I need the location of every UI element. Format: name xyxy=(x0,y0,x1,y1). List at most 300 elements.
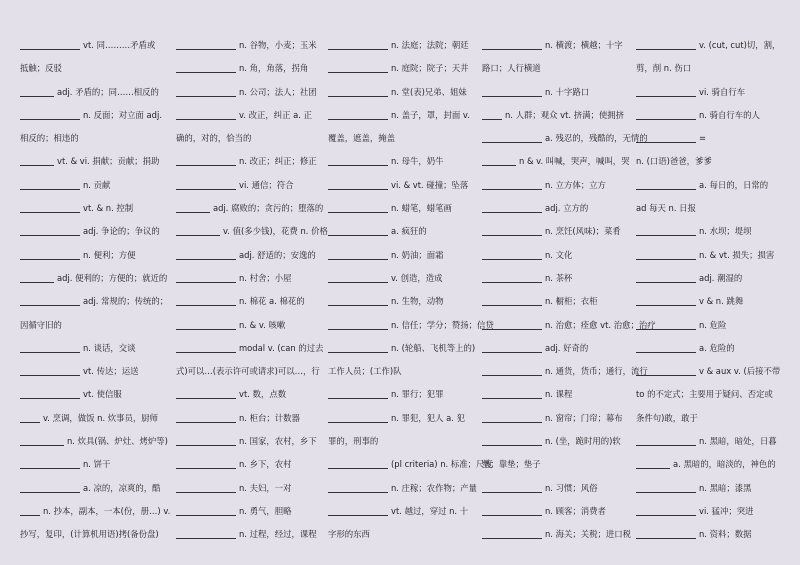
vocab-line xyxy=(328,383,482,406)
answer-blank xyxy=(482,297,542,306)
definition-text: n. 盖子，罩，封面 v. xyxy=(391,109,470,120)
vocab-line xyxy=(482,314,656,337)
answer-blank xyxy=(20,507,40,516)
vocab-line xyxy=(176,407,328,430)
answer-blank xyxy=(482,390,542,399)
answer-blank xyxy=(176,204,210,213)
answer-blank xyxy=(482,111,502,120)
definition-text: n. 蜡笔，蜡笔画 xyxy=(391,203,452,214)
definition-text: n. 罪犯，犯人 a. 犯 xyxy=(391,412,466,423)
vocab-line xyxy=(20,453,176,476)
answer-blank xyxy=(636,88,696,97)
vocab-line xyxy=(636,500,786,523)
definition-text: n. (口语)爸爸，爹爹 xyxy=(636,156,712,167)
definition-text: n. 生物，动物 xyxy=(391,296,444,307)
vocab-line xyxy=(20,314,176,337)
vocab-line xyxy=(636,220,786,243)
definition-text: n. 黑暗，暗处，日暮 xyxy=(699,436,777,447)
definition-text: n. 村舍；小屋 xyxy=(239,272,292,283)
vocab-line xyxy=(328,453,493,476)
answer-blank xyxy=(636,437,696,446)
answer-blank xyxy=(482,530,542,539)
vocab-line xyxy=(20,127,176,150)
definition-text: v & aux v. (后接不带 xyxy=(699,366,781,377)
vocab-line xyxy=(328,500,482,523)
answer-blank xyxy=(328,41,388,50)
answer-blank xyxy=(636,321,696,330)
definition-text: n. 茶杯 xyxy=(545,272,573,283)
answer-blank xyxy=(20,484,80,493)
vocab-line xyxy=(636,453,786,476)
vocab-line xyxy=(20,383,176,406)
word-column xyxy=(636,34,786,565)
answer-blank xyxy=(176,530,236,539)
vocab-line xyxy=(20,81,176,104)
answer-blank xyxy=(482,344,542,353)
answer-blank xyxy=(482,134,542,143)
vocab-line xyxy=(20,267,176,290)
answer-blank xyxy=(328,251,388,260)
vocab-line xyxy=(176,220,328,243)
definition-text: 因循守旧的 xyxy=(20,319,62,330)
answer-blank xyxy=(328,181,388,190)
answer-blank xyxy=(328,321,388,330)
definition-text: v. 改正，纠正 a. 正 xyxy=(239,109,312,120)
answer-blank xyxy=(20,251,80,260)
definition-text: adj. 矛盾的；同……相反的 xyxy=(57,86,159,97)
vocab-line xyxy=(636,477,786,500)
definition-text: vi. 骑自行车 xyxy=(699,86,746,97)
answer-blank xyxy=(328,390,388,399)
vocab-line xyxy=(328,57,482,80)
definition-text: n. 乡下，农村 xyxy=(239,459,292,470)
answer-blank xyxy=(482,414,542,423)
definition-text: n. 夫妇，一对 xyxy=(239,482,292,493)
definition-text: vt. 使信服 xyxy=(83,389,122,400)
definition-text: n. 国家，农村，乡下 xyxy=(239,436,317,447)
definition-text: v. (cut, cut)切，割， xyxy=(699,40,781,50)
definition-text: n. 十字路口 xyxy=(545,86,590,97)
definition-text: n. 罪行；犯罪 xyxy=(391,389,444,400)
vocab-line xyxy=(636,244,786,267)
vocab-line xyxy=(636,127,786,150)
vocab-line xyxy=(482,220,636,243)
answer-blank xyxy=(20,111,80,120)
definition-text: adj. 舒适的；安逸的 xyxy=(239,249,316,260)
definition-text: n. 信任；学分；赞扬；信贷 xyxy=(391,319,494,330)
vocab-line xyxy=(482,150,636,173)
answer-blank xyxy=(176,41,236,50)
definition-text: vt. 同………矛盾或 xyxy=(83,40,156,50)
answer-blank xyxy=(636,41,696,50)
vocab-line xyxy=(20,57,176,80)
definition-text: n. 骑自行车的人 xyxy=(699,109,760,120)
vocab-line xyxy=(176,453,328,476)
vocab-line xyxy=(482,523,636,546)
answer-blank xyxy=(20,460,80,469)
definition-text: n. 资料；数据 xyxy=(699,529,752,540)
definition-text: n. 棉花 a. 棉花的 xyxy=(239,296,305,307)
definition-text: n. 公司；法人；社团 xyxy=(239,86,317,97)
definition-text: vt. 越过，穿过 n. 十 xyxy=(391,505,469,516)
answer-blank xyxy=(636,297,696,306)
vocab-line xyxy=(176,244,328,267)
definition-text: v. 创造，造成 xyxy=(391,272,443,283)
definition-text: n. 海关；关税；进口税 xyxy=(545,529,632,540)
vocab-line xyxy=(636,430,786,453)
vocab-line xyxy=(328,150,482,173)
definition-text: 垫；靠垫；垫子 xyxy=(482,459,541,470)
definition-text: n. 反面；对立面 adj. xyxy=(83,109,162,120)
definition-text: n. 角，角落，拐角 xyxy=(239,63,309,74)
definition-text: vi. 猛冲；突进 xyxy=(699,505,754,516)
definition-text: adj. 常规的；传统的； xyxy=(83,296,169,307)
answer-blank xyxy=(20,204,80,213)
definition-text: 路口；人行横道 xyxy=(482,63,541,74)
definition-text: n. 人群；观众 vt. 挤满；使拥挤 xyxy=(505,109,624,120)
vocab-line xyxy=(176,34,328,57)
vocab-line xyxy=(328,174,482,197)
definition-text: 罪的，刑事的 xyxy=(328,436,379,447)
definition-text: 条件句)敢，敢于 xyxy=(636,412,698,423)
definition-text: n. (轮船、飞机等上的) xyxy=(391,342,476,353)
answer-blank xyxy=(176,321,236,330)
vocab-line xyxy=(482,267,636,290)
definition-text: 抄写，复印，(计算机用语)拷(备份盘) xyxy=(20,529,159,540)
vocab-line xyxy=(176,81,328,104)
vocab-line xyxy=(482,34,636,57)
definition-text: a. 残忍的，残酷的，无情的 xyxy=(545,133,648,144)
vocab-line xyxy=(328,523,482,546)
vocab-line xyxy=(482,453,636,476)
definition-text: n. 母牛，奶牛 xyxy=(391,156,444,167)
definition-text: n. 贡献 xyxy=(83,179,111,190)
answer-blank xyxy=(482,204,542,213)
answer-blank xyxy=(176,227,220,236)
answer-blank xyxy=(176,414,236,423)
vocab-line xyxy=(328,430,482,453)
vocab-line xyxy=(176,360,328,383)
answer-blank xyxy=(176,437,236,446)
vocab-line xyxy=(482,81,636,104)
definition-text: vt. 数，点数 xyxy=(239,389,287,400)
definition-text: a. 凉的，凉爽的，酷 xyxy=(83,482,161,493)
definition-text: 字形的东西 xyxy=(328,529,370,540)
definition-text: v. 烹调，做饭 n. 炊事员，厨师 xyxy=(43,412,159,423)
vocab-line xyxy=(328,244,482,267)
answer-blank xyxy=(176,274,236,283)
answer-blank xyxy=(328,204,388,213)
vocab-line xyxy=(176,500,328,523)
vocab-line xyxy=(636,57,786,80)
definition-text: modal v. (can 的过去 xyxy=(239,342,324,353)
definition-text: a. 黑暗的，暗淡的，神色的 xyxy=(673,459,776,470)
vocab-line xyxy=(20,104,176,127)
definition-text: adj. 立方的 xyxy=(545,203,589,214)
vocab-line xyxy=(482,337,636,360)
vocab-line xyxy=(20,150,176,173)
answer-blank xyxy=(328,460,388,469)
definition-text: n. 窗帘；门帘；幕布 xyxy=(545,412,623,423)
word-column xyxy=(176,34,328,565)
definition-text: n & v. 叫喊，哭声，喊叫，哭 xyxy=(519,156,630,167)
definition-text: n. 便利；方便 xyxy=(83,249,136,260)
vocab-line xyxy=(176,290,328,313)
answer-blank xyxy=(176,181,236,190)
definition-text: n. 文化 xyxy=(545,249,573,260)
definition-text: vi. 通信；符合 xyxy=(239,179,294,190)
vocab-line xyxy=(328,81,482,104)
answer-blank xyxy=(176,390,236,399)
definition-text: n. 顾客；消费者 xyxy=(545,505,606,516)
answer-blank xyxy=(328,484,388,493)
definition-text: adj. 好奇的 xyxy=(545,342,589,353)
vocab-line xyxy=(482,477,636,500)
answer-blank xyxy=(328,344,388,353)
vocab-line xyxy=(482,244,636,267)
definition-text: adj. 争论的；争议的 xyxy=(83,226,160,237)
definition-text: vt. & n. 控制 xyxy=(83,203,134,214)
definition-text: 确的，对的，恰当的 xyxy=(176,133,252,144)
vocab-line xyxy=(328,197,482,220)
vocab-line xyxy=(20,500,176,523)
definition-text: n. 抄本，副本，一本(份，册…) v. xyxy=(43,505,171,516)
answer-blank xyxy=(176,251,236,260)
vocab-line xyxy=(636,407,786,430)
definition-text: (pl criteria) n. 标准；尺度 xyxy=(391,459,493,470)
vocab-line xyxy=(636,383,786,406)
answer-blank xyxy=(482,484,542,493)
definition-text: n. 奶油；面霜 xyxy=(391,249,444,260)
definition-text: n. 通货，货币；通行，流行 xyxy=(545,366,648,377)
vocab-line xyxy=(20,523,176,546)
answer-blank xyxy=(176,297,236,306)
answer-blank xyxy=(20,41,80,50)
answer-blank xyxy=(636,530,696,539)
definition-text: adj. 腐败的；贪污的；堕落的 xyxy=(213,203,324,214)
definition-text: = xyxy=(699,133,707,144)
answer-blank xyxy=(176,64,236,73)
vocab-line xyxy=(20,244,176,267)
vocab-line xyxy=(328,127,482,150)
vocab-line xyxy=(20,337,176,360)
vocab-line xyxy=(20,290,176,313)
word-column xyxy=(482,34,656,565)
vocab-line xyxy=(328,314,494,337)
vocab-line xyxy=(328,477,482,500)
vocab-line xyxy=(176,477,328,500)
answer-blank xyxy=(20,88,54,97)
definition-text: n. & vt. 损失；损害 xyxy=(699,249,775,260)
definition-text: vt. & vi. 捐献；贡献；捐助 xyxy=(57,156,160,167)
definition-text: vt. 传达；运送 xyxy=(83,366,139,377)
answer-blank xyxy=(328,414,388,423)
definition-text: n. 改正；纠正；修正 xyxy=(239,156,317,167)
answer-blank xyxy=(636,181,696,190)
answer-blank xyxy=(636,507,696,516)
definition-text: 式)可以…(表示许可或请求)可以…，行 xyxy=(176,366,320,377)
answer-blank xyxy=(328,111,388,120)
definition-text: a. 疯狂的 xyxy=(391,226,427,237)
vocab-line xyxy=(328,290,482,313)
definition-text: n. 堂(表)兄弟、姐妹 xyxy=(391,86,467,97)
vocab-line xyxy=(328,267,482,290)
definition-text: n. 横渡；横越；十字 xyxy=(545,40,623,50)
definition-text: n. 治愈；痊愈 vt. 治愈；治疗 xyxy=(545,319,656,330)
answer-blank xyxy=(328,64,388,73)
vocab-line xyxy=(328,104,482,127)
definition-text: n. 水坝；堤坝 xyxy=(699,226,752,237)
vocab-line xyxy=(176,383,328,406)
answer-blank xyxy=(20,274,54,283)
answer-blank xyxy=(176,507,236,516)
definition-text: 工作人员；(工作)队 xyxy=(328,366,402,377)
answer-blank xyxy=(636,344,696,353)
vocab-line xyxy=(20,197,176,220)
answer-blank xyxy=(328,507,388,516)
vocab-line xyxy=(176,197,328,220)
answer-blank xyxy=(328,274,388,283)
definition-text: n. 立方体；立方 xyxy=(545,179,606,190)
vocab-line xyxy=(328,34,482,57)
vocab-line xyxy=(636,523,786,546)
definition-text: a. 每日的，日常的 xyxy=(699,179,769,190)
vocab-line xyxy=(636,197,786,220)
vocab-line xyxy=(20,430,176,453)
vocab-line xyxy=(176,104,328,127)
vocab-line xyxy=(636,104,786,127)
answer-blank xyxy=(636,111,696,120)
vocab-line xyxy=(482,360,648,383)
definition-text: n. 庭院；院子；天井 xyxy=(391,63,469,74)
definition-text: v & n. 跳舞 xyxy=(699,296,744,307)
answer-blank xyxy=(20,297,80,306)
vocab-line xyxy=(482,197,636,220)
answer-blank xyxy=(20,227,80,236)
vocab-line xyxy=(328,360,482,383)
answer-blank xyxy=(20,367,80,376)
answer-blank xyxy=(482,274,542,283)
answer-blank xyxy=(20,181,80,190)
vocab-line xyxy=(328,407,482,430)
answer-blank xyxy=(482,88,542,97)
vocab-line xyxy=(176,57,328,80)
answer-blank xyxy=(20,157,54,166)
vocab-line xyxy=(20,220,176,243)
answer-blank xyxy=(636,484,696,493)
vocab-line xyxy=(482,104,636,127)
vocab-line xyxy=(636,360,786,383)
definition-text: n. 烹饪(风味)；菜肴 xyxy=(545,226,621,237)
answer-blank xyxy=(482,321,542,330)
answer-blank xyxy=(176,344,236,353)
answer-blank xyxy=(20,390,80,399)
answer-blank xyxy=(482,181,542,190)
definition-text: 抵触；反驳 xyxy=(20,63,62,74)
definition-text: n. 习惯；风俗 xyxy=(545,482,598,493)
word-column xyxy=(328,34,494,565)
answer-blank xyxy=(482,507,542,516)
definition-text: n. & v. 咳嗽 xyxy=(239,319,286,330)
definition-text: n. 过程，经过，课程 xyxy=(239,529,317,540)
definition-text: n. 危险 xyxy=(699,319,727,330)
vocab-line xyxy=(482,174,636,197)
definition-text: n. 谈话，交谈 xyxy=(83,342,136,353)
answer-blank xyxy=(328,297,388,306)
vocab-line xyxy=(20,34,176,57)
vocab-line xyxy=(482,57,636,80)
vocab-line xyxy=(636,150,786,173)
definition-text: n. 谷物，小麦；玉米 xyxy=(239,40,317,50)
definition-text: to 的不定式；主要用于疑问、否定或 xyxy=(636,389,773,400)
vocab-line xyxy=(20,477,176,500)
vocab-line xyxy=(328,220,482,243)
vocab-line xyxy=(176,267,328,290)
definition-text: n. 庄稼；农作物；产量 xyxy=(391,482,478,493)
vocab-line xyxy=(482,430,636,453)
vocab-line xyxy=(20,407,176,430)
answer-blank xyxy=(176,484,236,493)
vocab-line xyxy=(328,337,482,360)
answer-blank xyxy=(176,460,236,469)
answer-blank xyxy=(636,274,696,283)
vocab-line xyxy=(482,383,636,406)
answer-blank xyxy=(328,227,388,236)
definition-text: a. 危险的 xyxy=(699,342,735,353)
answer-blank xyxy=(20,414,40,423)
definition-text: n. 法庭；法院；朝廷 xyxy=(391,40,469,50)
answer-blank xyxy=(636,227,696,236)
word-column xyxy=(20,34,176,565)
definition-text: n. (坐，跪时用的)软 xyxy=(545,436,621,447)
vocab-line xyxy=(20,360,176,383)
definition-text: adj. 便利的；方便的；就近的 xyxy=(57,272,168,283)
answer-blank xyxy=(328,157,388,166)
definition-text: 相反的；相违的 xyxy=(20,133,79,144)
answer-blank xyxy=(482,227,542,236)
answer-blank xyxy=(176,157,236,166)
definition-text: n. 柜台；计数器 xyxy=(239,412,300,423)
definition-text: vi. & vt. 碰撞；坠落 xyxy=(391,179,469,190)
vocab-line xyxy=(176,430,328,453)
definition-text: n. 勇气，胆略 xyxy=(239,505,292,516)
definition-text: 覆盖，遮盖，掩盖 xyxy=(328,133,395,144)
answer-blank xyxy=(636,367,696,376)
definition-text: 剪，削 n. 伤口 xyxy=(636,63,692,74)
vocab-line xyxy=(636,174,786,197)
vocab-line xyxy=(482,290,636,313)
definition-text: n. 黑暗；漆黑 xyxy=(699,482,752,493)
vocab-line xyxy=(482,127,648,150)
definition-text: n. 饼干 xyxy=(83,459,111,470)
definition-text: v. 值(多少钱)，花费 n. 价格 xyxy=(223,226,328,237)
vocab-line xyxy=(176,174,328,197)
definition-text: n. 炊具(锅、炉灶、烤炉等) xyxy=(67,436,168,447)
definition-text: n. 橱柜；衣柜 xyxy=(545,296,598,307)
vocab-line xyxy=(482,500,636,523)
answer-blank xyxy=(20,344,80,353)
definition-text: adj. 潮湿的 xyxy=(699,272,743,283)
vocab-line xyxy=(176,127,328,150)
vocab-line xyxy=(636,290,786,313)
vocab-line xyxy=(176,523,328,546)
vocab-line xyxy=(482,407,636,430)
definition-text: ad 每天 n. 日报 xyxy=(636,203,696,214)
vocab-line xyxy=(176,337,328,360)
answer-blank xyxy=(176,111,236,120)
answer-blank xyxy=(482,41,542,50)
answer-blank xyxy=(636,251,696,260)
